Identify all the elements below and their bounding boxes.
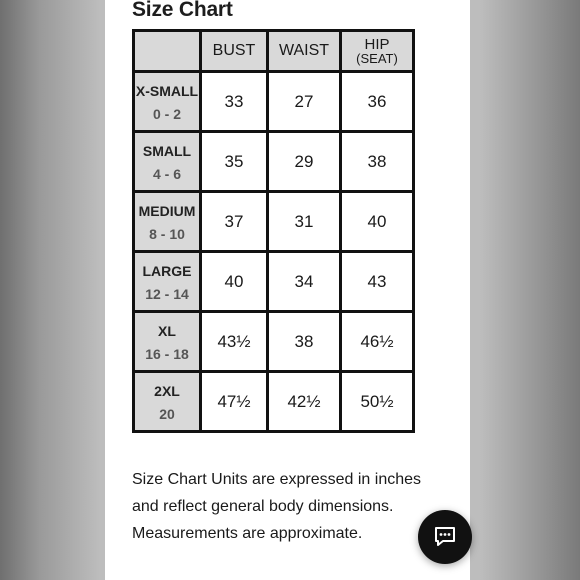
size-name: MEDIUM <box>138 202 196 219</box>
size-table <box>132 29 415 433</box>
waist-cell: 42½ <box>268 372 341 432</box>
size-range: 12 - 14 <box>145 285 189 302</box>
bust-cell: 33 <box>201 72 268 132</box>
size-range: 0 - 2 <box>152 105 181 122</box>
page-title: Size Chart <box>132 0 233 21</box>
hip-cell: 36 <box>341 72 414 132</box>
table-row <box>134 72 414 132</box>
table-row <box>134 312 414 372</box>
size-name: XL <box>158 322 176 339</box>
table-row <box>134 192 414 252</box>
hip-cell: 43 <box>341 252 414 312</box>
size-name: LARGE <box>142 262 192 279</box>
row-header <box>134 192 201 252</box>
size-chart-panel <box>105 0 470 580</box>
waist-cell: 27 <box>268 72 341 132</box>
size-name: 2XL <box>154 382 180 399</box>
hip-cell: 46½ <box>341 312 414 372</box>
waist-cell: 34 <box>268 252 341 312</box>
waist-cell: 29 <box>268 132 341 192</box>
column-header-hip-label: HIP <box>364 36 390 53</box>
bust-cell: 35 <box>201 132 268 192</box>
bust-cell: 43½ <box>201 312 268 372</box>
hip-cell: 38 <box>341 132 414 192</box>
column-header-waist: WAIST <box>268 31 341 72</box>
table-header-row <box>134 31 414 72</box>
size-name: X-SMALL <box>135 82 199 99</box>
row-header <box>134 312 201 372</box>
size-name: SMALL <box>142 142 192 159</box>
chat-bubble-icon <box>433 525 457 549</box>
bust-cell: 40 <box>201 252 268 312</box>
row-header <box>134 72 201 132</box>
hip-cell: 50½ <box>341 372 414 432</box>
waist-cell: 31 <box>268 192 341 252</box>
table-row <box>134 252 414 312</box>
row-header <box>134 132 201 192</box>
hip-cell: 40 <box>341 192 414 252</box>
row-header <box>134 252 201 312</box>
column-header-hip <box>341 31 414 72</box>
size-range: 8 - 10 <box>149 225 185 242</box>
size-range: 4 - 6 <box>152 165 181 182</box>
column-header-bust: BUST <box>201 31 268 72</box>
bust-cell: 37 <box>201 192 268 252</box>
chat-button[interactable] <box>418 510 472 564</box>
table-corner-cell <box>134 31 201 72</box>
row-header <box>134 372 201 432</box>
table-row <box>134 372 414 432</box>
table-row <box>134 132 414 192</box>
size-range: 16 - 18 <box>145 345 189 362</box>
column-header-hip-sublabel: (SEAT) <box>356 51 398 66</box>
bust-cell: 47½ <box>201 372 268 432</box>
size-range: 20 <box>159 405 175 422</box>
size-chart-note: Size Chart Units are expressed in inches and reflect general body dimensions. Measurements are approximate. <box>132 471 422 542</box>
waist-cell: 38 <box>268 312 341 372</box>
